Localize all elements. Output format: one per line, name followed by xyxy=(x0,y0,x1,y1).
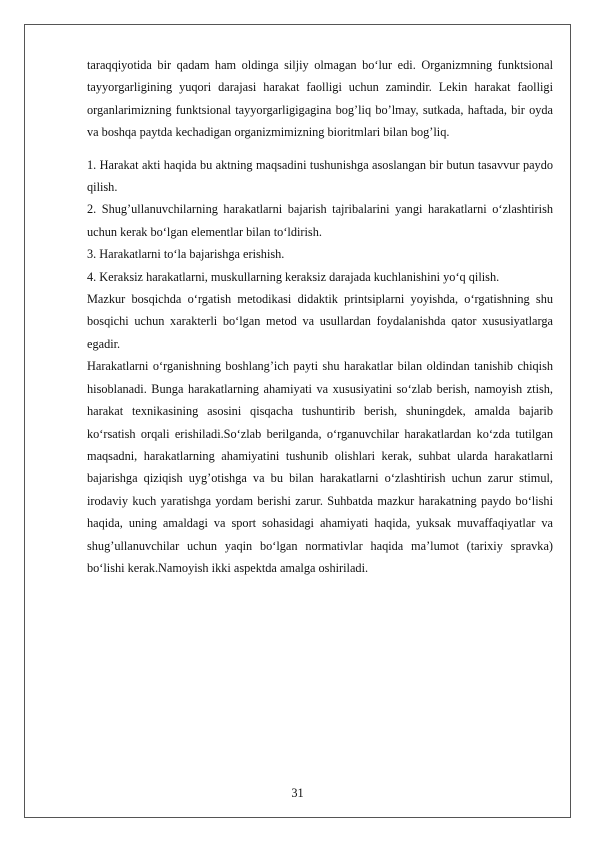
page-body xyxy=(87,54,553,579)
list-item-2: 2. Shug’ullanuvchilarning harakatlarni bajarish tajribalarini yangi harakatlarni o‘zlashtirish uchun kerak bo‘lgan elementlar bilan to‘ldirish. xyxy=(87,202,553,239)
list-item-4: 4. Keraksiz harakatlarni, muskullarning keraksiz darajada kuchlanishini yo‘q qilish. xyxy=(87,269,500,284)
paragraph-introduction-stage: Harakatlarni o‘rganishning boshlang’ich payti shu harakatlar bilan oldindan tanishib chiqish hisoblanadi. Bunga harakatlarning ahamiyati va xususiyatini so‘zlab berish, namoyish ztish, harakat texnikasining asosini qisqacha tushuntirib berish, shuningdek, amalda bajarib ko‘rsatish orqali erishiladi.So‘zlab berilganda, o‘rganuvchilar harakatlardan ko‘zda tutilgan maqsadni, harakatlarning ahamiyatini tushunib olishlari kerak, suhbat ularda harakatlarni bajarishga qiziqish uyg’otishga va bu bilan harakatlarni o‘zlashtirish uchun zarur stimul, irodaviy kuch yaratishga yordam berishi zarur. Suhbatda mazkur harakatning paydo bo‘lishi haqida, uning amaldagi va sport sohasidagi ahamiyati haqida, yuksak muvaffaqiyatlar va shug’ullanuvchilar uchun yaqin bo‘lgan normativlar haqida ma’lumot (tarixiy spravka) bo‘lishi kerak.Namoyish ikki aspektda amalga oshiriladi. xyxy=(87,359,553,575)
list-item-1: 1. Harakat akti haqida bu aktning maqsadini tushunishga asoslangan bir butun tasavvur paydo qilish. xyxy=(87,157,553,195)
paragraph-intro: taraqqiyotida bir qadam ham oldinga siljiy olmagan bo‘lur edi. Organizmning funktsional tayyorgarligining yuqori darajasi harakat faolligi uchun zamindir. Lekin harakat faolligi organlarimizning funktsional tayyorgarligigagina bog’liq bo’lmay, sutkada, haftada, bir oyda va boshqa paytda kechadigan organizmimizning bioritmlari bilan bog’liq. xyxy=(87,58,553,140)
list-item-3: 3. Harakatlarni to‘la bajarishga erishish. xyxy=(87,247,285,262)
paragraph-method: Mazkur bosqichda o‘rgatish metodikasi didaktik printsiplarni yoyishda, o‘rgatishning shu bosqichi uchun xarakterli bo‘lgan metod va usullardan foydalanishda qator xususiyatlarga egadir. xyxy=(87,292,553,351)
page-number: 31 xyxy=(291,786,304,800)
